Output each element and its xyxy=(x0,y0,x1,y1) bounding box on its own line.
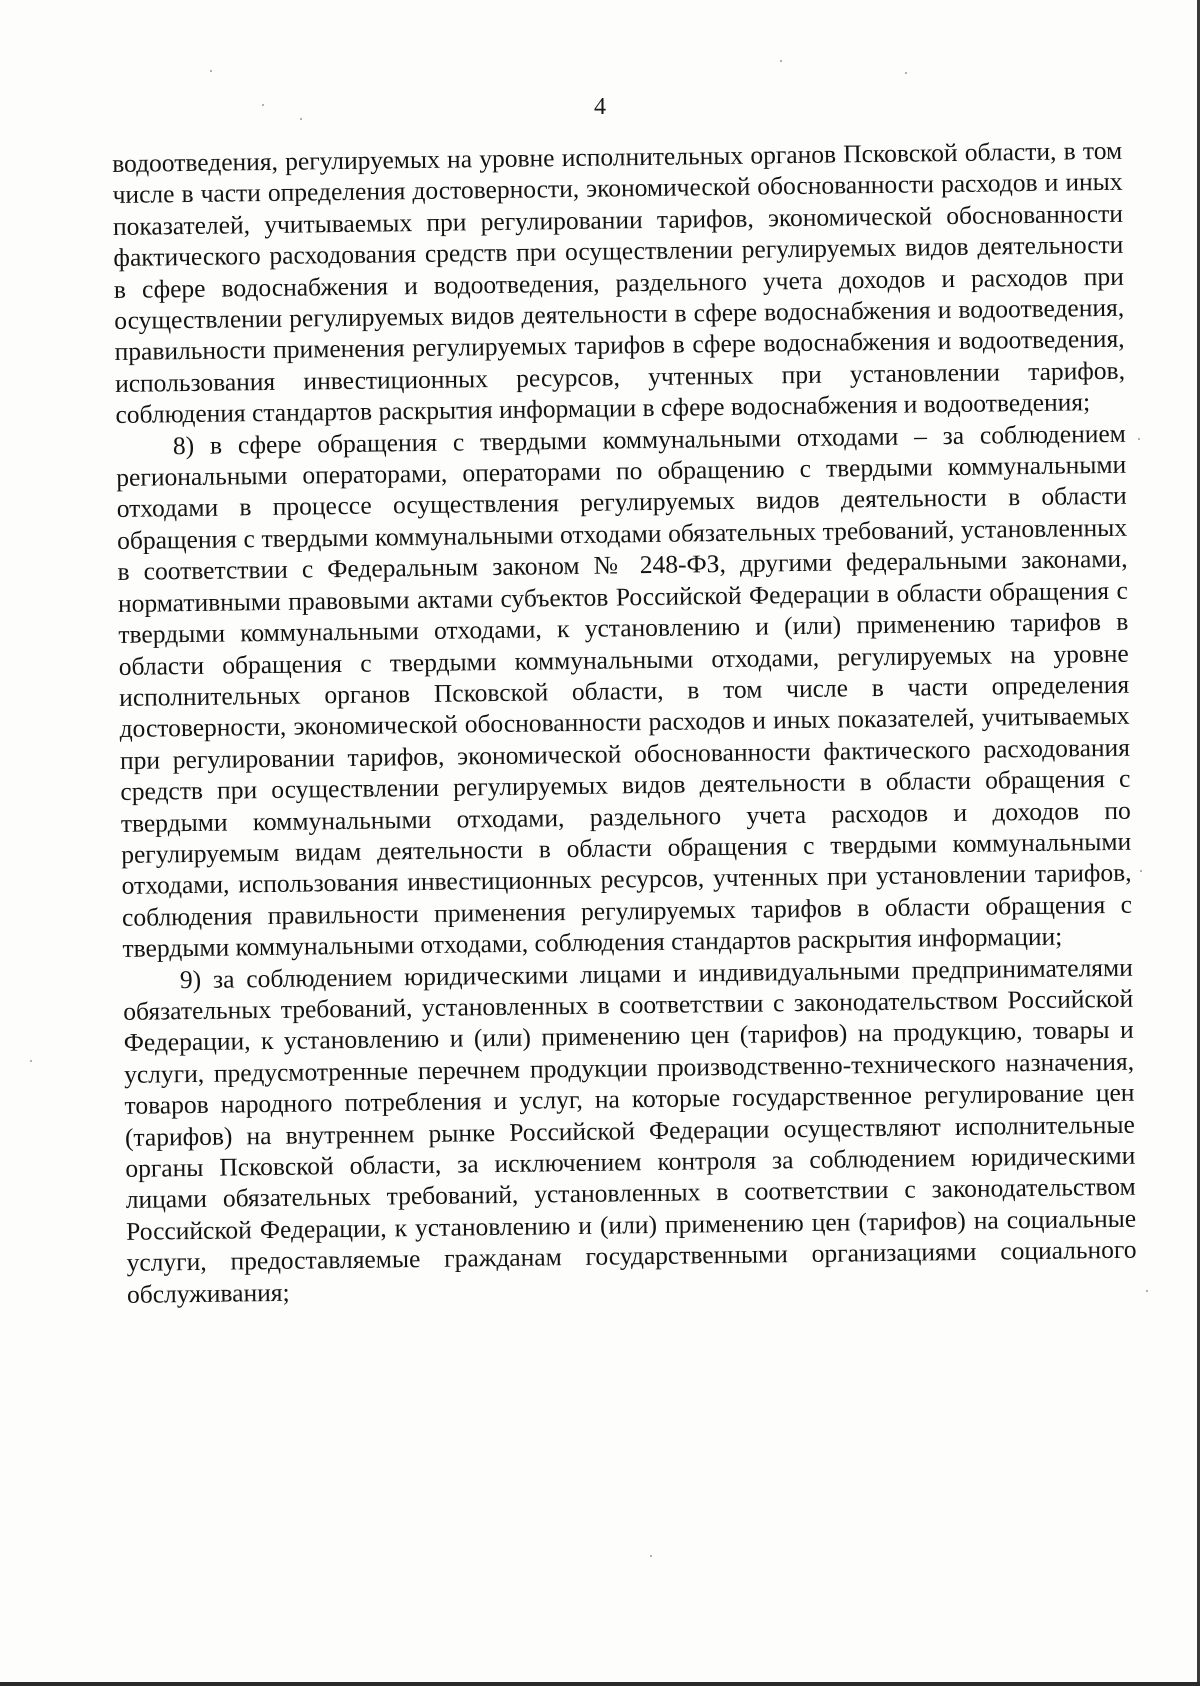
scan-edge-bottom xyxy=(0,1682,1200,1686)
paragraph-continuation: водоотведения, регулируемых на уровне исполнительных органов Псковской области, в том числе в части определения достоверности, экономической обоснованности расходов и иных показателей, учитываемых при регулировании тарифов, экономической обоснованности фактического расходования средств при осуществлении регулируемых видов деятельности в сфере водоснабжения и водоотведения, раздельного учета доходов и расходов при осуществлении регулируемых видов деятельности в сфере водоснабжения и водоотведения, правильности применения регулируемых тарифов в сфере водоснабжения и водоотведения, использования инвестиционных ресурсов, учтенных при установлении тарифов, соблюдения стандартов раскрытия информации в сфере водоснабжения и водоотведения; xyxy=(112,135,1126,430)
paragraph-item-9: 9) за соблюдением юридическими лицами и индивидуальными предпринимателями обязательных требований, установленных в соответствии с законодательством Российской Федерации, к установлению и (или) применению цен (тарифов) на продукцию, товары и услуги, предусмотренные перечнем продукции производственно-технического назначения, товаров народного потребления и услуг, на которые государственное регулирование цен (тарифов) на внутреннем рынке Российской Федерации осуществляют исполнительные органы Псковской области, за исключением контроля за соблюдением юридическими лицами обязательных требований, установленных в соответствии с законодательством Российской Федерации, к установлению и (или) применению цен (тарифов) на социальные услуги, предоставляемые гражданам государственными организациями социального обслуживания; xyxy=(123,952,1137,1309)
paragraph-item-8: 8) в сфере обращения с твердыми коммунальными отходами – за соблюдением региональными операторами, операторами по обращению с твердыми коммунальными отходами в процессе осуществления регулируемых видов деятельности в области обращения с твердыми коммунальными отходами обязательных требований, установленных в соответствии с Федеральным законом № 248-ФЗ, другими федеральными законами, нормативными правовыми актами субъектов Российской Федерации в области обращения с твердыми коммунальными отходами, к установлению и (или) применению тарифов в области обращения с твердыми коммунальными отходами, регулируемых на уровне исполнительных органов Псковской области, в том числе в части определения достоверности, экономической обоснованности расходов и иных показателей, учитываемых при регулировании тарифов, экономической обоснованности фактического расходования средств при осуществлении регулируемых видов деятельности в области обращения с твердыми коммунальными отходами, раздельного учета расходов и доходов по регулируемым видам деятельности в области обращения с твердыми коммунальными отходами, использования инвестиционных ресурсов, учтенных при установлении тарифов, соблюдения правильности применения регулируемых тарифов в области обращения с твердыми коммунальными отходами, соблюдения стандартов раскрытия информации; xyxy=(116,418,1133,964)
page-number: 4 xyxy=(594,94,606,120)
scan-speck xyxy=(780,60,782,62)
scan-speck xyxy=(1140,870,1142,872)
scan-speck xyxy=(30,1060,32,1062)
scan-speck xyxy=(1146,1290,1148,1292)
scan-speck xyxy=(650,1555,652,1557)
body-text xyxy=(112,135,1137,1310)
scan-speck xyxy=(905,72,907,74)
scan-speck xyxy=(210,70,212,72)
scan-speck xyxy=(1138,438,1140,440)
